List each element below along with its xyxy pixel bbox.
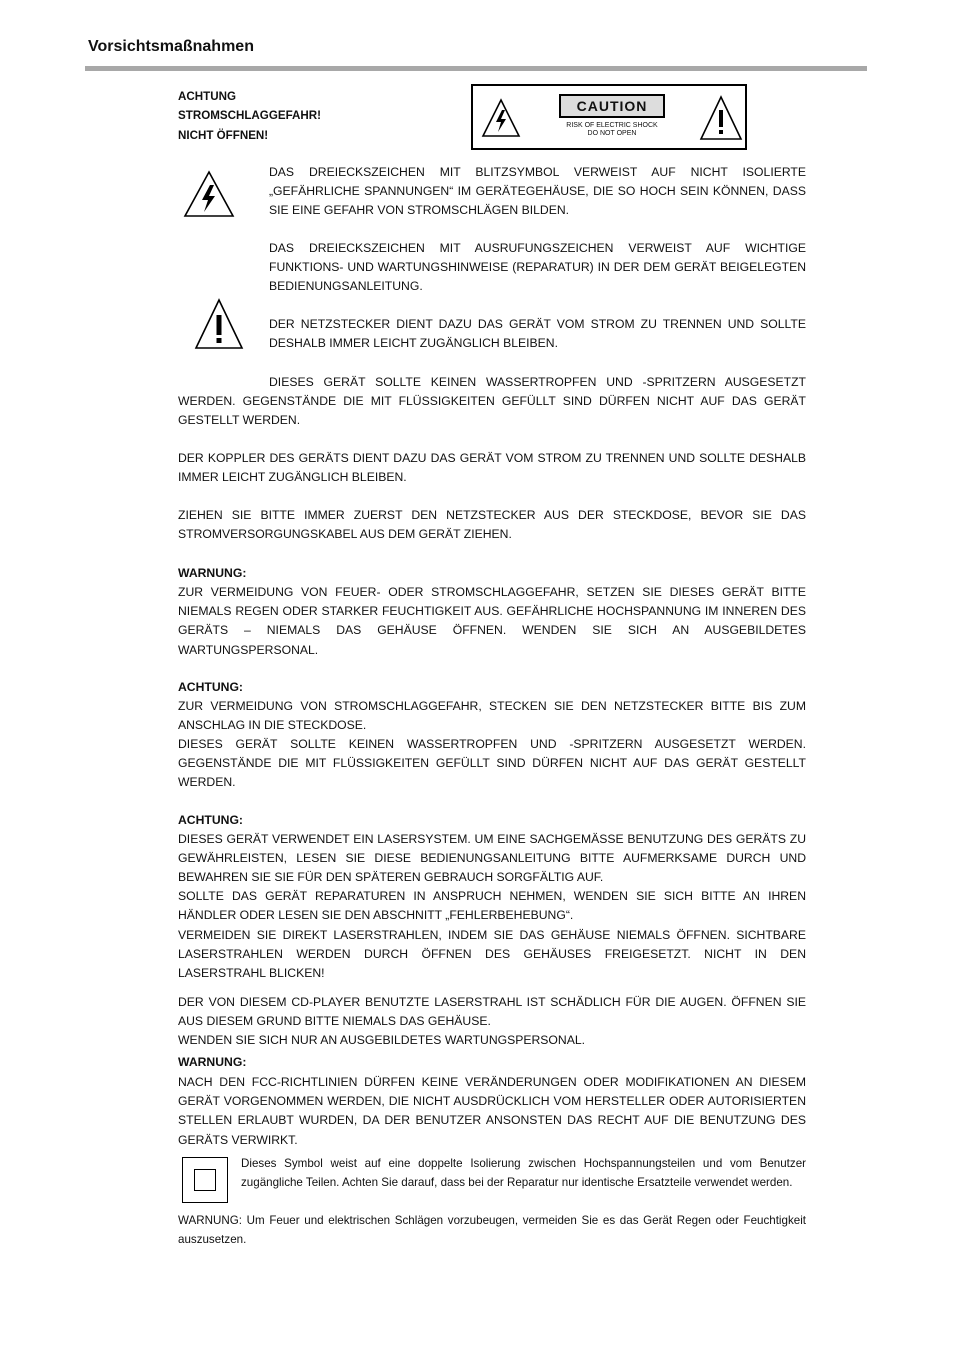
paragraph-warning-1: ZUR VERMEIDUNG VON FEUER- ODER STROMSCHLAGGEFAHR, SETZEN SIE DIESES GERÄT BITTE NIEMALS REGEN ODER STARKER FEUCHTIGKEIT AUS. GEFÄHRLICHE HOCHSPANNUNG IM INNEREN DES GERÄTS – NIEMALS DAS GEHÄUSE ÖFFNEN. WENDEN SIE SICH AN AUSGEBILDETES WARTUNGSPERSONAL. [178,585,806,657]
paragraph-exclamation: DAS DREIECKSZEICHEN MIT AUSRUFUNGSZEICHEN VERWEIST AUF WICHTIGE FUNKTIONS- UND WARTUNGSHINWEISE (REPARATUR) IN DER DEM GERÄT BEIGELEGTEN BEDIENUNGSANLEITUNG. [269,241,806,294]
paragraph-koppler: DER KOPPLER DES GERÄTS DIENT DAZU DAS GERÄT VOM STROM ZU TRENNEN UND SOLLTE DESHALB IMMER LEICHT ZUGÄNGLICH BLEIBEN. [178,451,806,485]
header-rule [85,66,867,71]
caution-label-1: ACHTUNG [178,90,236,103]
warning-label-1: WARNUNG: [178,566,247,580]
caution-subtext [553,122,671,138]
paragraph-warning-2: NACH DEN FCC-RICHTLINIEN DÜRFEN KEINE VERÄNDERUNGEN ODER MODIFIKATIONEN AN DIESEM GERÄT VORGENOMMEN WERDEN, DIE NICHT AUSDRÜCKLICH VOM HERSTELLER ODER AUTORISIERTEN STELLEN ERLAUBT WURDEN, DA DER BENUTZER ANSONSTEN DAS RECHT AUF DIE BENUTZUNG DES GERÄTS VERWIRKT. [178,1075,806,1147]
paragraph-laser-1: DER VON DIESEM CD-PLAYER BENUTZTE LASERSTRAHL IST SCHÄDLICH FÜR DIE AUGEN. ÖFFNEN SIE AUS DIESEM GRUND BITTE NIEMALS DAS GEHÄUSE. [178,995,806,1029]
exclamation-triangle-icon [194,298,244,350]
caution-subtext-line1: RISK OF ELECTRIC SHOCK [566,122,658,129]
paragraph-netzstecker-ziehen: ZIEHEN SIE BITTE IMMER ZUERST DEN NETZSTECKER AUS DER STECKDOSE, BEVOR SIE DAS STROMVERSORGUNGSKABEL AUS DEM GERÄT ZIEHEN. [178,508,806,542]
caution-subtext-line2: DO NOT OPEN [587,130,637,137]
lightning-triangle-icon [481,98,521,138]
paragraph-achtung-1b: DIESES GERÄT SOLLTE KEINEN WASSERTROPFEN UND -SPRITZERN AUSGESETZT WERDEN. GEGENSTÄNDE DIE MIT FLÜSSIGKEITEN GEFÜLLT SIND DÜRFEN NICHT AUF DAS GERÄT GESTELLT WERDEN. [178,737,806,790]
lightning-triangle-icon [183,170,235,218]
paragraph-final-warning: WARNUNG: Um Feuer und elektrischen Schlägen vorzubeugen, vermeiden Sie es das Gerät Regen oder Feuchtigkeit auszusetzen. [178,1214,806,1247]
double-insulation-icon [182,1157,228,1203]
paragraph-achtung-2c: VERMEIDEN SIE DIREKT LASERSTRAHLEN, INDEM SIE DAS GEHÄUSE NIEMALS ÖFFNEN. SICHTBARE LASERSTRAHLEN WERDEN DURCH ÖFFNEN DES GEHÄUSES FREIGESETZT. NICHT IN DEN LASERSTRAHL BLICKEN! [178,928,806,981]
paragraph-wassertropfen [178,373,806,431]
paragraph-achtung-1a: ZUR VERMEIDUNG VON STROMSCHLAGGEFAHR, STECKEN SIE DEN NETZSTECKER BITTE BIS ZUM ANSCHLAG IN DIE STECKDOSE. [178,699,806,733]
double-insulation-inner-square [194,1169,216,1191]
paragraph-achtung-2b: SOLLTE DAS GERÄT REPARATUREN IN ANSPRUCH NEHMEN, WENDEN SIE SICH BITTE AN IHREN HÄNDLER ODER LESEN SIE DEN ABSCHNITT „FEHLERBEHEBUNG“. [178,889,806,923]
caution-label-block [178,87,321,145]
warning-label-2: WARNUNG: [178,1055,247,1069]
paragraph-wassertropfen-text: DIESES GERÄT SOLLTE KEINEN WASSERTROPFEN UND -SPRITZERN AUSGESETZT WERDEN. GEGENSTÄNDE DIE MIT FLÜSSIGKEITEN GEFÜLLT SIND DÜRFEN NICHT AUF DAS GERÄT GESTELLT WERDEN. [178,375,806,428]
exclamation-triangle-icon [699,95,743,141]
paragraph-netzstecker: DER NETZSTECKER DIENT DAZU DAS GERÄT VOM STROM ZU TRENNEN UND SOLLTE DESHALB IMMER LEICHT ZUGÄNGLICH BLEIBEN. [269,317,806,351]
caution-label-2: STROMSCHLAGGEFAHR! [178,109,321,123]
paragraph-symbol: Dieses Symbol weist auf eine doppelte Isolierung zwischen Hochspannungsteilen und vom Benutzer zugängliche Teilen. Achten Sie darauf, dass bei der Reparatur nur identische Ersatzteile verwendet werden. [241,1157,806,1190]
page-title: Vorsichtsmaßnahmen [88,38,254,55]
achtung-label-1: ACHTUNG: [178,680,243,694]
paragraph-lightning: DAS DREIECKSZEICHEN MIT BLITZSYMBOL VERWEIST AUF NICHT ISOLIERTE „GEFÄHRLICHE SPANNUNGEN“ IM GERÄTEGEHÄUSE, DIE SO HOCH SEIN KÖNNEN, DASS SIE EINE GEFAHR VON STROMSCHLÄGEN BILDEN. [269,165,806,218]
paragraph-achtung-2a: DIESES GERÄT VERWENDET EIN LASERSYSTEM. UM EINE SACHGEMÄSSE BENUTZUNG DES GERÄTS ZU GEWÄHRLEISTEN, LESEN SIE DIESE BEDIENUNGSANLEITUNG BITTE AUFMERKSAME DURCH UND BEWAHREN SIE SIE FÜR DEN SPÄTEREN GEBRAUCH SORGFÄLTIG AUF. [178,832,806,885]
caution-box [471,84,747,150]
caution-label-3: NICHT ÖFFNEN! [178,128,269,142]
caution-title: CAUTION [559,94,665,118]
paragraph-laser-2: WENDEN SIE SICH NUR AN AUSGEBILDETES WARTUNGSPERSONAL. [178,1033,586,1047]
achtung-label-2: ACHTUNG: [178,813,243,827]
